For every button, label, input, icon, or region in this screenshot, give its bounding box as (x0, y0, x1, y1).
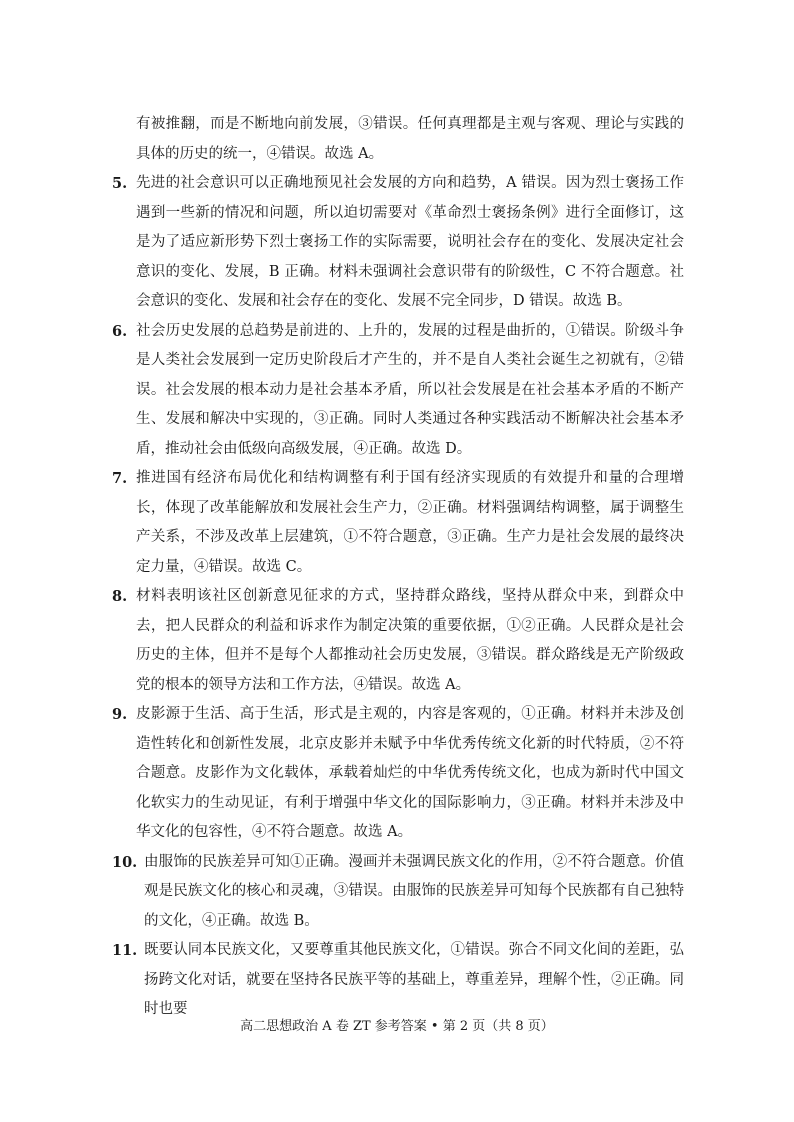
item-text: 材料表明该社区创新意见征求的方式，坚持群众路线，坚持从群众中来，到群众中去，把人民群众的利益和诉求作为制定决策的重要依据，①②正确。人民群众是社会历史的主体，但并不是每个人都推动社会历史发展，③错误。群众路线是无产阶级政党的根本的领导方法和工作方法，④错误。故选 A。 (136, 588, 684, 693)
item-text: 先进的社会意识可以正确地预见社会发展的方向和趋势，A 错误。因为烈士褒扬工作遇到一些新的情况和问题，所以迫切需要对《革命烈士褒扬条例》进行全面修订，这是为了适应新形势下烈士褒扬工作的实际需要，说明社会存在的变化、发展决定社会意识的变化、发展，B 正确。材料未强调社会意识带有的阶级性，C 不符合题意。社会意识的变化、发展和社会存在的变化、发展不完全同步，D 错误。故选 B。 (136, 175, 684, 309)
item-text: 推进国有经济布局优化和结构调整有利于国有经济实现质的有效提升和量的合理增长，体现了改革能解放和发展社会生产力，②正确。材料强调结构调整，属于调整生产关系，不涉及改革上层建筑，①不符合题意，③正确。生产力是社会发展的最终决定力量，④错误。故选 C。 (136, 470, 684, 575)
answer-item-7 (112, 464, 684, 582)
item-text: 社会历史发展的总趋势是前进的、上升的，发展的过程是曲折的，①错误。阶级斗争是人类社会发展到一定历史阶段后才产生的，并不是自人类社会诞生之初就有，②错误。社会发展的根本动力是社会基本矛盾，所以社会发展是在社会基本矛盾的不断产生、发展和解决中实现的，③正确。同时人类通过各种实践活动不断解决社会基本矛盾，推动社会由低级向高级发展，④正确。故选 D。 (136, 322, 684, 457)
item-text: 皮影源于生活、高于生活，形式是主观的，内容是客观的，①正确。材料并未涉及创造性转化和创新性发展，北京皮影并未赋予中华优秀传统文化新的时代特质，②不符合题意。皮影作为文化载体，承载着灿烂的中华优秀传统文化，也成为新时代中国文化软实力的生动见证，有利于增强中华文化的国际影响力，③正确。材料并未涉及中华文化的包容性，④不符合题意。故选 A。 (136, 706, 684, 840)
answer-item-8 (112, 582, 684, 700)
answer-item-11 (112, 936, 684, 1025)
page-footer: 高二思想政治 A 卷 ZT 参考答案 • 第 2 页（共 8 页） (240, 1019, 554, 1034)
item-number: 5. (112, 175, 128, 192)
item-text: 由服饰的民族差异可知①正确。漫画并未强调民族文化的作用，②不符合题意。价值观是民族文化的核心和灵魂，③错误。由服饰的民族差异可知每个民族都有自己独特的文化，④正确。故选 B。 (144, 853, 684, 929)
answer-item-9 (112, 700, 684, 848)
answer-item-10 (112, 848, 684, 937)
item-number: 7. (112, 470, 128, 487)
item-text: 既要认同本民族文化，又要尊重其他民族文化，①错误。弥合不同文化间的差距，弘扬跨文化对话，就要在坚持各民族平等的基础上，尊重差异，理解个性，②正确。同时也要 (144, 942, 684, 1017)
item-number: 11. (112, 942, 138, 959)
item-number: 6. (112, 322, 128, 340)
answer-item-5 (112, 169, 684, 317)
continuation-paragraph: 有被推翻，而是不断地向前发展，③错误。任何真理都是主观与客观、理论与实践的具体的历史的统一，④错误。故选 A。 (136, 116, 684, 162)
item-number: 10. (112, 853, 138, 871)
item-number: 9. (112, 706, 128, 723)
item-number: 8. (112, 588, 128, 605)
answer-content (112, 110, 684, 1025)
answer-item-6 (112, 317, 684, 465)
